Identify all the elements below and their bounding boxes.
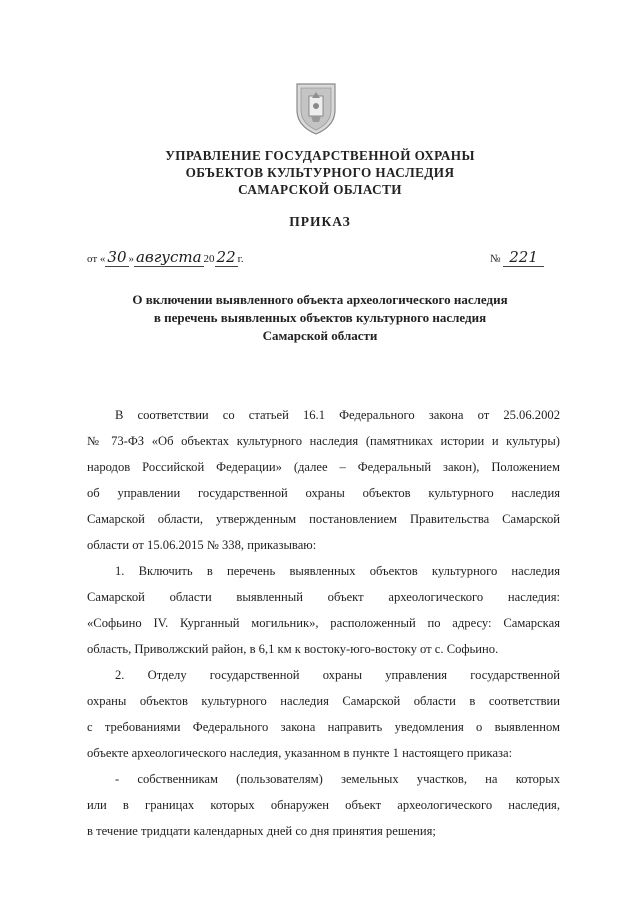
body-line: Самарской области, утвержденным постановлением Правительства Самарской	[87, 512, 560, 526]
subject-line-3: Самарской области	[262, 328, 378, 343]
number-prefix: №	[490, 253, 501, 265]
body-line: объекте археологического наследия, указанном в пункте 1 настоящего приказа:	[87, 746, 513, 760]
date-mid: »	[128, 253, 135, 265]
document-type-title: ПРИКАЗ	[289, 214, 351, 229]
body-line: Самарской области выявленный объект археологического наследия:	[87, 590, 560, 604]
subject-line-2: в перечень выявленных объектов культурного наследия	[153, 310, 487, 325]
organization-name-line-2: ОБЪЕКТОВ КУЛЬТУРНОГО НАСЛЕДИЯ	[185, 165, 455, 180]
body-line: «Софьино IV. Курганный могильник», расположенный по адресу: Самарская	[87, 616, 560, 630]
body-line: № 73-ФЗ «Об объектах культурного наследия (памятниках истории и культуры)	[87, 434, 560, 448]
date-year-prefix: 20	[203, 253, 215, 265]
date-month-handwritten: августа	[136, 248, 202, 266]
order-number	[490, 248, 544, 266]
body-line: В соответствии со статьей 16.1 Федерального закона от 25.06.2002	[115, 408, 560, 422]
body-line: об управлении государственной охраны объектов культурного наследия	[87, 486, 560, 500]
coat-of-arms-emblem	[291, 80, 341, 136]
subject-line-1: О включении выявленного объекта археологического наследия	[132, 292, 508, 307]
body-line: охраны объектов культурного наследия Самарской области в соответствии	[87, 694, 560, 708]
date-year-handwritten: 22	[216, 248, 236, 266]
body-line: с требованиями Федерального закона направить уведомления о выявленном	[87, 720, 560, 734]
number-handwritten: 221	[503, 248, 544, 267]
body-line: 1. Включить в перечень выявленных объектов культурного наследия	[115, 564, 560, 578]
body-line: народов Российской Федерации» (далее – Федеральный закон), Положением	[87, 460, 560, 474]
body-line: области от 15.06.2015 № 338, приказываю:	[87, 538, 317, 552]
body-line: - собственникам (пользователям) земельных участков, на которых	[115, 772, 560, 786]
organization-name-line-1: УПРАВЛЕНИЕ ГОСУДАРСТВЕННОЙ ОХРАНЫ	[165, 148, 475, 163]
organization-name-line-3: САМАРСКОЙ ОБЛАСТИ	[238, 182, 402, 197]
body-line: 2. Отделу государственной охраны управления государственной	[115, 668, 560, 682]
order-date	[87, 248, 244, 266]
date-day-handwritten: 30	[107, 248, 127, 266]
date-suffix: г.	[237, 253, 244, 265]
body-line: в течение тридцати календарных дней со дня принятия решения;	[87, 824, 436, 838]
body-line: или в границах которых обнаружен объект археологического наследия,	[87, 798, 560, 812]
body-line: область, Приволжский район, в 6,1 км к востоку-юго-востоку от с. Софьино.	[87, 642, 499, 656]
date-prefix: от «	[87, 253, 106, 265]
